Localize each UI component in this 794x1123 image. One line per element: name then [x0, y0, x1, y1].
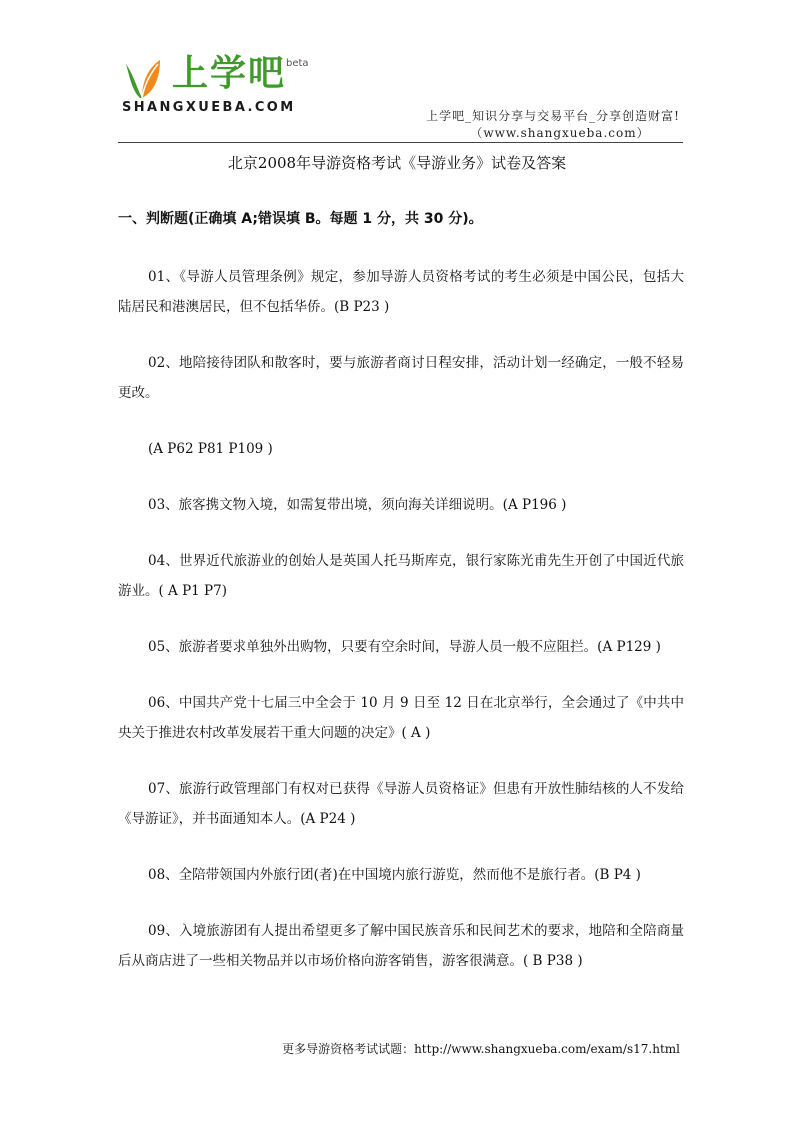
slogan-text: 上学吧_知识分享与交易平台_分享创造财富!	[426, 109, 680, 123]
question-item: 04、世界近代旅游业的创始人是英国人托马斯库克，银行家陈光甫先生开创了中国近代旅游业。( A P1 P7)	[118, 553, 684, 599]
site-logo[interactable]	[120, 52, 320, 122]
question-item: 03、旅客携文物入境，如需复带出境，须向海关详细说明。(A P196 )	[148, 497, 567, 513]
question-list	[118, 262, 684, 1002]
footer-link[interactable]: 更多导游资格考试试题：http://www.shangxueba.com/exam/s17.html	[282, 1042, 680, 1056]
question-item: 06、中国共产党十七届三中全会于 10 月 9 日至 12 日在北京举行，全会通过了《中共中央关于推进农村改革发展若干重大问题的决定》( A )	[118, 695, 684, 741]
logo-chinese-text: 上学吧	[172, 53, 287, 94]
slogan-url[interactable]: （www.shangxueba.com）	[470, 126, 650, 140]
question-item: 09、入境旅游团有人提出希望更多了解中国民族音乐和民间艺术的要求，地陪和全陪商量后从商店进了一些相关物品并以市场价格向游客销售，游客很满意。( B P38 )	[118, 923, 684, 969]
question-item: 05、旅游者要求单独外出购物，只要有空余时间，导游人员一般不应阻拦。(A P129 )	[148, 639, 661, 655]
header-slogan	[360, 108, 680, 142]
question-item: 07、旅游行政管理部门有权对已获得《导游人员资格证》但患有开放性肺结核的人不发给《导游证》，并书面通知本人。(A P24 )	[118, 781, 684, 827]
question-item: 08、全陪带领国内外旅行团(者)在中国境内旅行游览，然而他不是旅行者。(B P4 )	[148, 867, 641, 883]
question-answer-line: (A P62 P81 P109 )	[148, 441, 273, 457]
question-item: 01、《导游人员管理条例》规定，参加导游人员资格考试的考生必须是中国公民，包括大陆居民和港澳居民，但不包括华侨。(B P23 )	[118, 269, 684, 315]
document-title: 北京2008年导游资格考试《导游业务》试卷及答案	[227, 154, 567, 172]
header-divider	[118, 142, 683, 143]
logo-english-text: SHANGXUEBA.COM	[122, 100, 296, 115]
logo-beta-label: beta	[286, 58, 309, 69]
leaf-logo-icon	[120, 56, 164, 100]
question-item: 02、地陪接待团队和散客时，要与旅游者商讨日程安排，活动计划一经确定，一般不轻易更改。	[118, 355, 684, 401]
page-header	[0, 0, 794, 150]
section-heading: 一、判断题(正确填 A;错误填 B。每题 1 分，共 30 分)。	[118, 211, 483, 227]
